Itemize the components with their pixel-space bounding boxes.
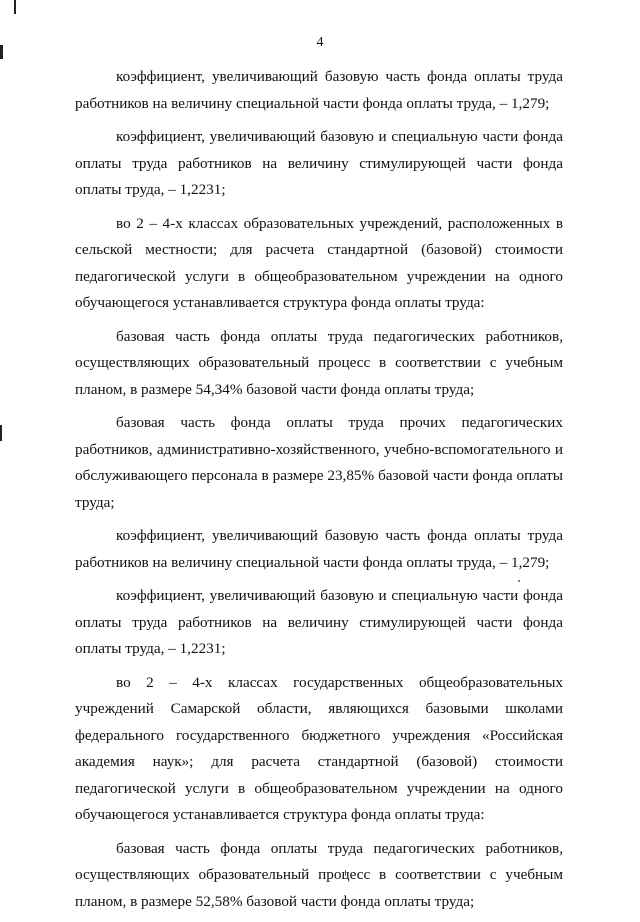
paragraph: базовая часть фонда оплаты труда педагогических работников, осуществляющих образовательный процесс в соответствии с учебным планом, в размере 52,58% базовой части фонда оплаты труда;: [75, 839, 563, 910]
document-body: [75, 64, 563, 922]
paragraph: базовая часть фонда оплаты труда прочих педагогических работников, административно-хозяйственного, учебно-вспомогательного и обслуживающего персонала в размере 23,85% базовой части фонда оплаты труда;: [75, 414, 563, 511]
page-number: 4: [316, 35, 324, 50]
paragraph: коэффициент, увеличивающий базовую часть фонда оплаты труда работников на величину специальной части фонда оплаты труда, – 1,279;: [75, 527, 563, 571]
paragraph: коэффициент, увеличивающий базовую часть фонда оплаты труда работников на величину специальной части фонда оплаты труда, – 1,279;: [75, 68, 563, 112]
paragraph: во 2 – 4-х классах образовательных учреждений, расположенных в сельской местности; для расчета стандартной (базовой) стоимости педагогической услуги в общеобразовательном учреждении на одного обучающегося устанавливается структура фонда оплаты труда:: [75, 214, 563, 311]
scan-edge-mark-middle: [0, 425, 2, 441]
paragraph: базовая часть фонда оплаты труда педагогических работников, осуществляющих образовательный процесс в соответствии с учебным планом, в размере 54,34% базовой части фонда оплаты труда;: [75, 327, 563, 398]
paragraph: во 2 – 4-х классах государственных общеобразовательных учреждений Самарской области, являющихся базовыми школами федерального государственного бюджетного учреждения «Российская академия наук»; для расчета стандартной (базовой) стоимости педагогической услуги в общеобразовательном учреждении на одного обучающегося устанавливается структура фонда оплаты труда:: [75, 673, 563, 823]
scan-edge-mark-top: [14, 0, 16, 14]
paragraph: коэффициент, увеличивающий базовую и специальную части фонда оплаты труда работников на величину стимулирующей части фонда оплаты труда, – 1,2231;: [75, 128, 563, 198]
paragraph: коэффициент, увеличивающий базовую и специальную части фонда оплаты труда работников на величину стимулирующей части фонда оплаты труда, – 1,2231;: [75, 587, 563, 657]
